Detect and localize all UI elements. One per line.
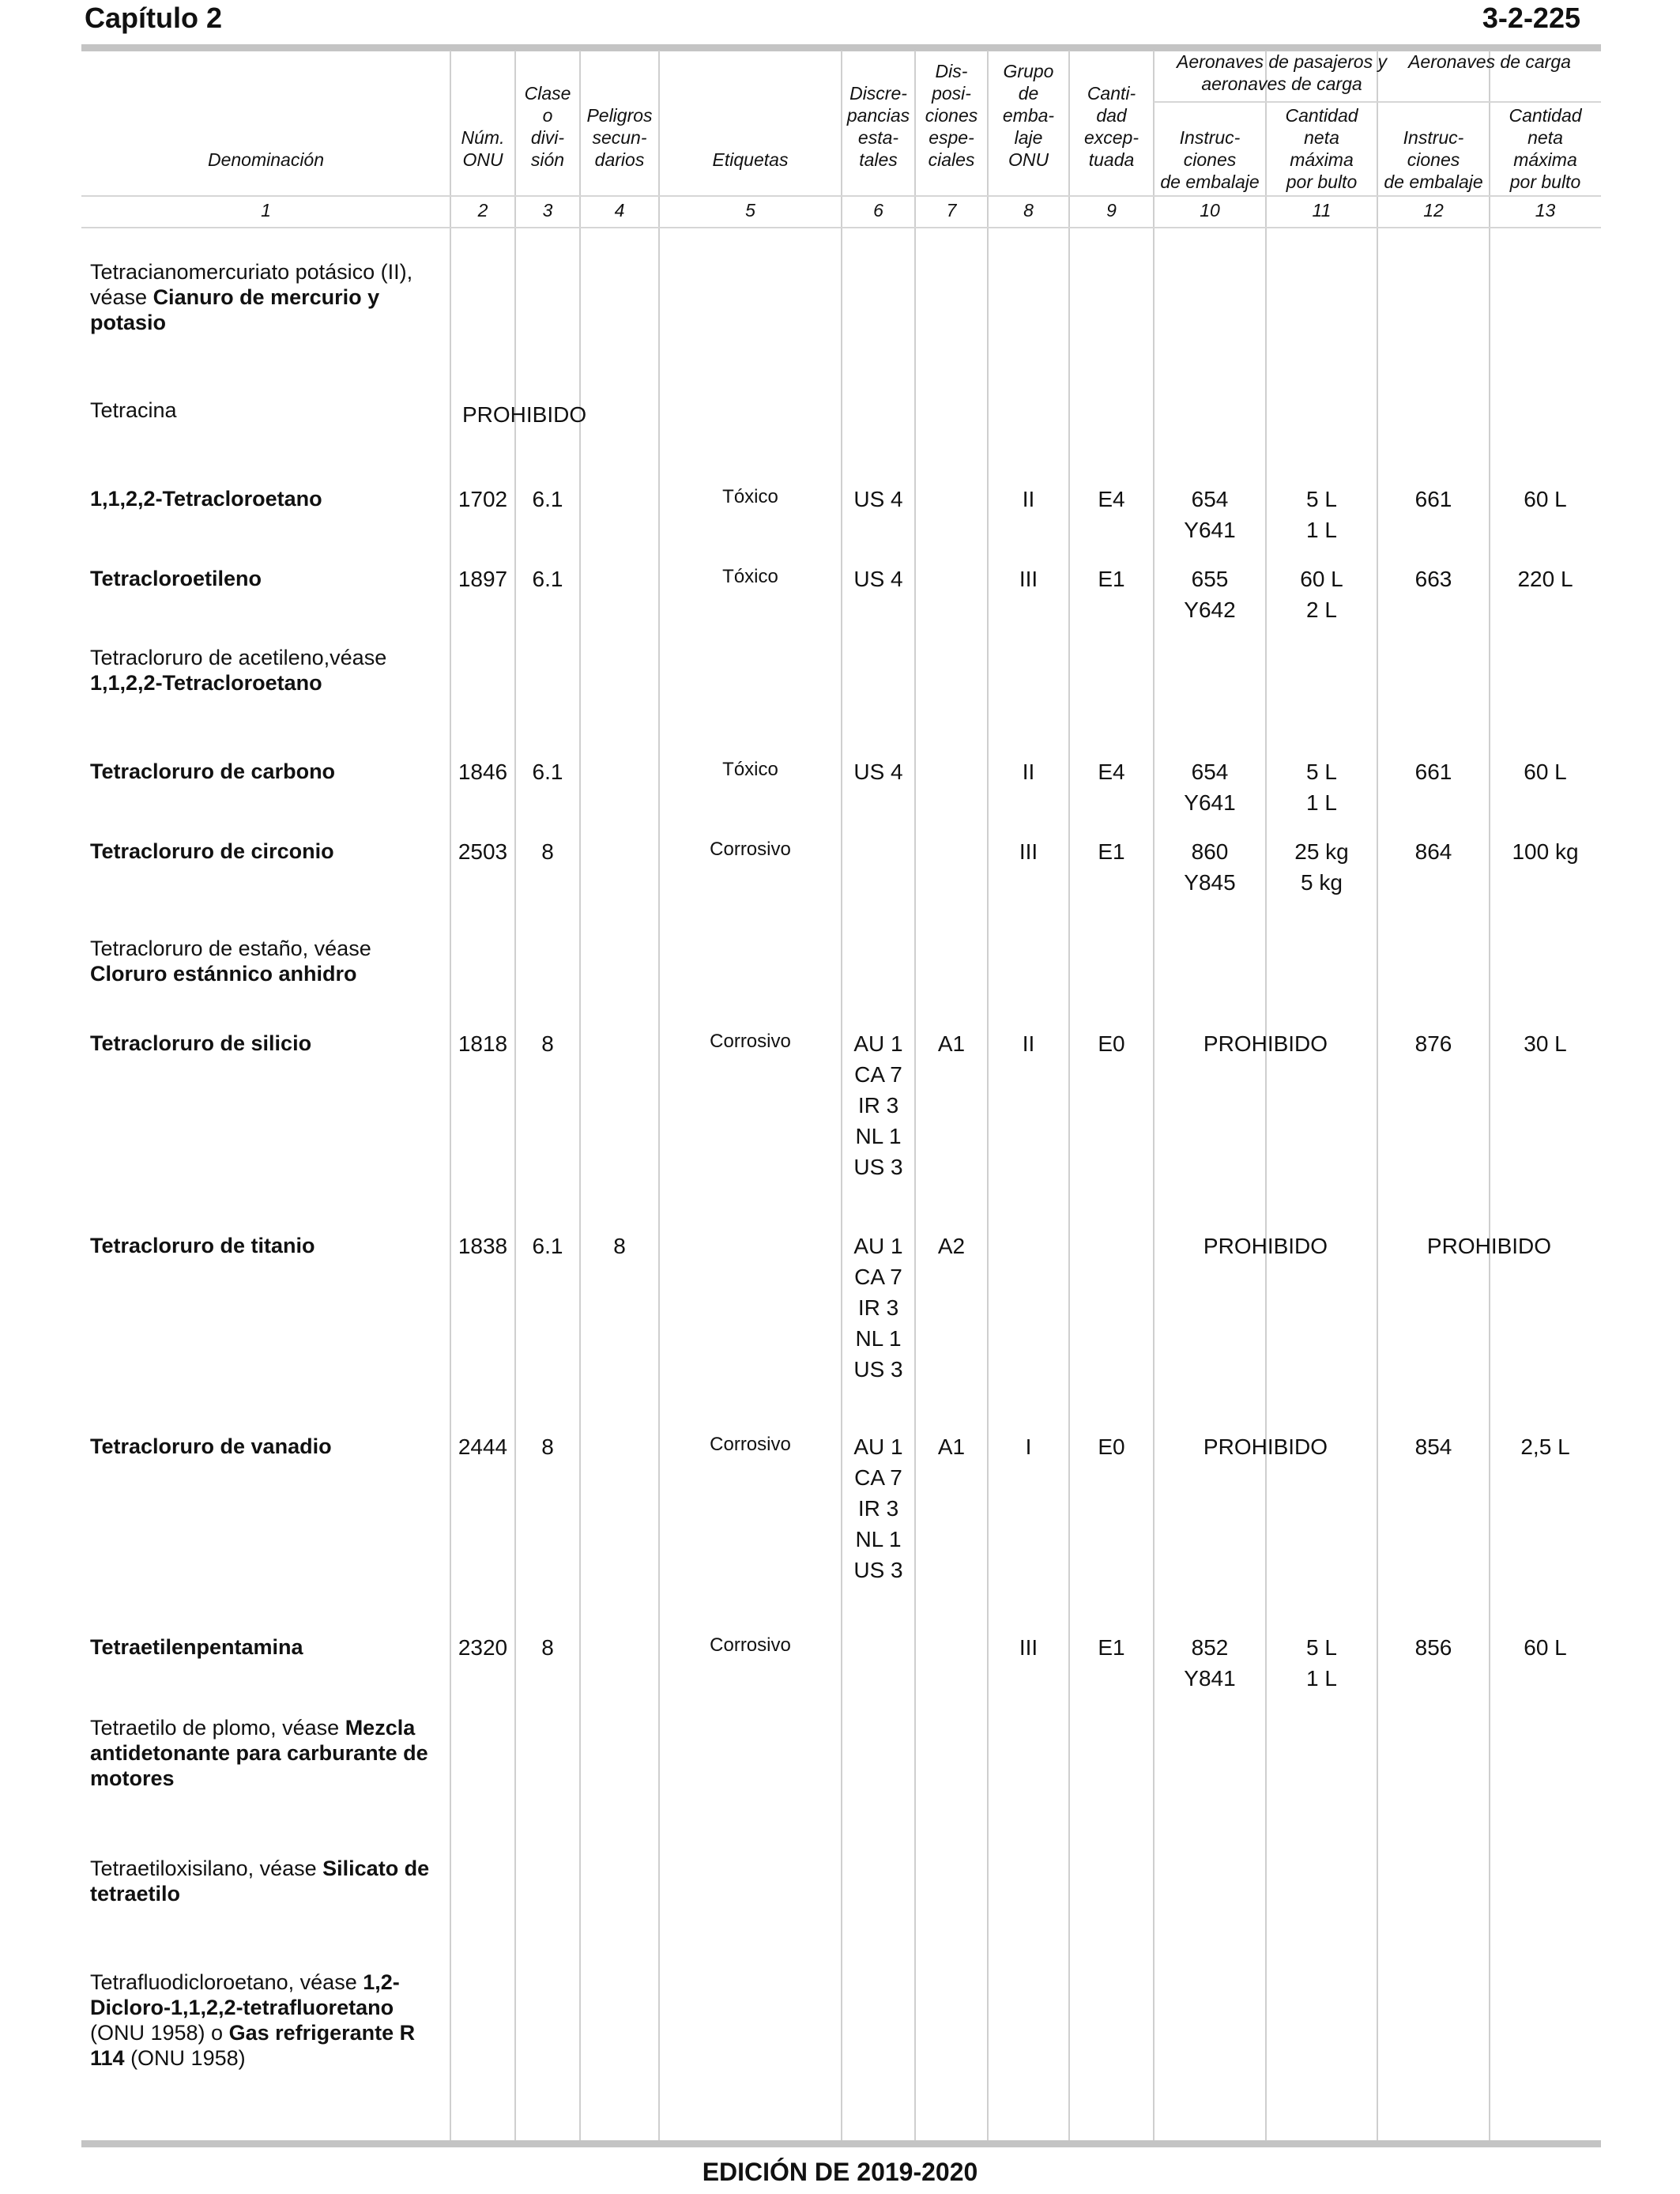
hazard-label: Corrosivo: [710, 1434, 791, 1455]
state-variations: US 4: [853, 760, 903, 784]
state-variations: US 4: [853, 487, 903, 511]
column-header-8: Grupo de emba- laje ONU: [1002, 61, 1055, 170]
un-number: 1897: [458, 567, 508, 591]
column-number-12: 12: [1423, 200, 1444, 221]
un-number: 2320: [458, 1635, 508, 1660]
row-name: Tetracina: [90, 398, 177, 422]
hazard-label: Tóxico: [722, 486, 778, 507]
column-number-2: 2: [477, 200, 488, 221]
pax-max-quantity: 5 L 1 L: [1306, 1635, 1337, 1691]
cargo-max-quantity: 60 L: [1524, 760, 1567, 784]
column-header-4: Peligros secun- darios: [586, 105, 653, 170]
packing-group: II: [1022, 1031, 1035, 1056]
bottom-rule: [81, 2140, 1601, 2147]
column-header-9: Canti- dad excep- tuada: [1083, 83, 1139, 170]
state-variations: US 4: [853, 567, 903, 591]
cargo-packing-instruction: 864: [1414, 839, 1452, 864]
header-divider: [81, 227, 1601, 228]
column-divider: [1377, 51, 1378, 2141]
column-header-10: Instruc- ciones de embalaje: [1160, 127, 1260, 192]
special-provision: A2: [937, 1234, 966, 1258]
hazard-label: Corrosivo: [710, 1634, 791, 1656]
excepted-quantity: E0: [1098, 1434, 1125, 1459]
excepted-quantity: E1: [1098, 567, 1125, 591]
pax-prohibited: PROHIBIDO: [1203, 1031, 1328, 1056]
cargo-packing-instruction: 661: [1414, 487, 1452, 511]
hazard-class: 8: [541, 839, 554, 864]
hazard-label: Tóxico: [722, 759, 778, 780]
edition-footer: EDICIÓN DE 2019-2020: [702, 2158, 978, 2186]
hazard-class: 8: [541, 1031, 554, 1056]
excepted-quantity: E1: [1098, 839, 1125, 864]
row-name: Tetracloruro de silicio: [90, 1031, 312, 1055]
pax-max-quantity: 5 L 1 L: [1306, 760, 1337, 815]
row-name: Tetraetilo de plomo, véase Mezcla antidetonante para carburante de motores: [90, 1716, 428, 1790]
state-variations: AU 1 CA 7 IR 3 NL 1 US 3: [853, 1434, 903, 1582]
column-header-5: Etiquetas: [712, 149, 789, 170]
row-name: Tetrafluodicloroetano, véase 1,2-Dicloro-1,1,2,2-tetrafluoretano (ONU 1958) o Gas refrigerante R 114 (ONU 1958): [90, 1970, 416, 2070]
row-name: Tetracloruro de carbono: [90, 760, 336, 783]
pax-packing-instruction: 655 Y642: [1184, 567, 1236, 622]
packing-group: I: [1025, 1434, 1032, 1459]
un-number: 1818: [458, 1031, 508, 1056]
hazard-class: 6.1: [532, 1234, 563, 1258]
hazard-class: 6.1: [532, 760, 563, 784]
header-divider: [81, 195, 1601, 197]
subsidiary-hazard: 8: [613, 1234, 626, 1258]
cargo-packing-instruction: 854: [1414, 1434, 1452, 1459]
column-divider: [1068, 51, 1070, 2141]
column-header-7: Dis- posi- ciones espe- ciales: [925, 61, 978, 170]
cargo-max-quantity: 100 kg: [1512, 839, 1579, 864]
un-number: 1838: [458, 1234, 508, 1258]
un-number: 1702: [458, 487, 508, 511]
cargo-max-quantity: 30 L: [1524, 1031, 1567, 1056]
column-number-13: 13: [1535, 200, 1556, 221]
column-header-12: Instruc- ciones de embalaje: [1384, 127, 1483, 192]
column-header-3: Clase o divi- sión: [524, 83, 571, 170]
excepted-quantity: E4: [1098, 760, 1125, 784]
column-divider: [514, 51, 516, 2141]
hazard-label: Corrosivo: [710, 839, 791, 860]
row-name: 1,1,2,2-Tetracloroetano: [90, 487, 322, 511]
hazard-class: 8: [541, 1434, 554, 1459]
special-provision: A1: [937, 1031, 966, 1056]
hazard-class: 6.1: [532, 487, 563, 511]
pax-packing-instruction: 654 Y641: [1184, 487, 1236, 542]
column-header-2: Núm. ONU: [461, 127, 505, 170]
column-header-1: Denominación: [207, 149, 325, 170]
cargo-packing-instruction: 661: [1414, 760, 1452, 784]
pax-max-quantity: 25 kg 5 kg: [1294, 839, 1349, 895]
pax-prohibited: PROHIBIDO: [1203, 1434, 1328, 1459]
special-provision: A1: [937, 1434, 966, 1459]
row-name: Tetracloruro de acetileno,véase 1,1,2,2-Tetracloroetano: [90, 646, 387, 695]
column-divider: [1153, 51, 1155, 2141]
un-number: 2444: [458, 1434, 508, 1459]
column-number-4: 4: [614, 200, 625, 221]
column-number-3: 3: [542, 200, 553, 221]
column-number-8: 8: [1023, 200, 1034, 221]
cargo-max-quantity: 220 L: [1517, 567, 1573, 591]
column-header-6: Discre- pancias esta- tales: [846, 83, 910, 170]
pax-max-quantity: 60 L 2 L: [1300, 567, 1343, 622]
header-divider: [1154, 101, 1601, 103]
row-name: Tetracloroetileno: [90, 567, 262, 590]
packing-group: II: [1022, 760, 1035, 784]
cargo-max-quantity: 60 L: [1524, 487, 1567, 511]
column-number-11: 11: [1312, 200, 1332, 221]
state-variations: AU 1 CA 7 IR 3 NL 1 US 3: [853, 1234, 903, 1382]
pax-packing-instruction: 852 Y841: [1184, 1635, 1236, 1691]
column-divider: [987, 51, 989, 2141]
group-header-cargo: Aeronaves de carga: [1408, 51, 1571, 72]
pax-max-quantity: 5 L 1 L: [1306, 487, 1337, 542]
column-number-5: 5: [745, 200, 755, 221]
pax-packing-instruction: 654 Y641: [1184, 760, 1236, 815]
cargo-packing-instruction: 876: [1414, 1031, 1452, 1056]
group-header-passenger: Aeronaves de pasajeros y aeronaves de carga: [1177, 51, 1387, 94]
excepted-quantity: E1: [1098, 1635, 1125, 1660]
hazard-class: 8: [541, 1635, 554, 1660]
column-header-13: Cantidad neta máxima por bulto: [1509, 105, 1582, 192]
cargo-prohibited: PROHIBIDO: [1426, 1234, 1552, 1258]
chapter-title: Capítulo 2: [85, 2, 223, 34]
hazard-label: Corrosivo: [710, 1031, 791, 1052]
column-number-1: 1: [261, 200, 271, 221]
row-name: Tetracloruro de estaño, véase Cloruro estánnico anhidro: [90, 937, 371, 986]
column-number-9: 9: [1106, 200, 1117, 221]
pax-packing-instruction: 860 Y845: [1184, 839, 1236, 895]
page-number: 3-2-225: [1482, 2, 1580, 34]
state-variations: AU 1 CA 7 IR 3 NL 1 US 3: [853, 1031, 903, 1179]
excepted-quantity: E0: [1098, 1031, 1125, 1056]
column-number-6: 6: [873, 200, 883, 221]
row-name: Tetraetiloxisilano, véase Silicato de tetraetilo: [90, 1857, 430, 1906]
column-divider: [1489, 51, 1490, 2141]
un-number: 2503: [458, 839, 508, 864]
packing-group: III: [1019, 567, 1038, 591]
cargo-max-quantity: 60 L: [1524, 1635, 1567, 1660]
packing-group: II: [1022, 487, 1035, 511]
row-name: Tetracloruro de vanadio: [90, 1434, 332, 1458]
packing-group: III: [1019, 839, 1038, 864]
row-name: Tetracloruro de titanio: [90, 1234, 315, 1257]
packing-group: III: [1019, 1635, 1038, 1660]
hazard-label: Tóxico: [722, 566, 778, 587]
un-number: 1846: [458, 760, 508, 784]
cargo-max-quantity: 2,5 L: [1520, 1434, 1570, 1459]
row-name: Tetraetilenpentamina: [90, 1635, 303, 1659]
prohibited-text: PROHIBIDO: [462, 402, 587, 427]
row-name: Tetracloruro de circonio: [90, 839, 334, 863]
cargo-packing-instruction: 663: [1414, 567, 1452, 591]
cargo-packing-instruction: 856: [1414, 1635, 1452, 1660]
excepted-quantity: E4: [1098, 487, 1125, 511]
column-divider: [450, 51, 451, 2141]
column-header-11: Cantidad neta máxima por bulto: [1285, 105, 1358, 192]
row-name: Tetracianomercuriato potásico (II), véase Cianuro de mercurio y potasio: [90, 260, 413, 334]
column-number-10: 10: [1200, 200, 1220, 221]
hazard-class: 6.1: [532, 567, 563, 591]
column-divider: [1265, 51, 1267, 2141]
column-number-7: 7: [946, 200, 957, 221]
column-divider: [658, 51, 660, 2141]
column-divider: [579, 51, 581, 2141]
pax-prohibited: PROHIBIDO: [1203, 1234, 1328, 1258]
